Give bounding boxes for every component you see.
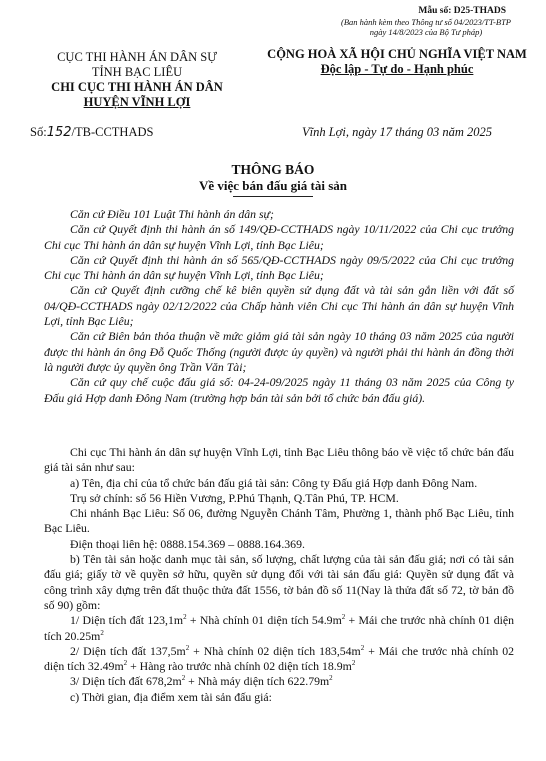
notice-body: [44, 445, 514, 705]
national-motto: Độc lập - Tự do - Hạnh phúc: [320, 62, 474, 76]
subtitle-underline: [233, 196, 313, 197]
document-number: Số:152/TB-CCTHADS: [30, 125, 154, 140]
document-date: Vĩnh Lợi, ngày 17 tháng 03 năm 2025: [302, 125, 493, 139]
section-a-line: a) Tên, địa chỉ của tổ chức bán đấu giá tài sản: Công ty Đấu giá Hợp danh Đông Nam.: [70, 475, 478, 490]
basis-item: Căn cứ quy chế cuộc đấu giá số: 04-24-09/2025 ngày 11 tháng 03 năm 2025 của Công ty Đấu giá Hợp danh Đông Nam (trường hợp bán tài sản bởi tổ chức bán đấu giá).: [44, 375, 514, 405]
branch-name: CHI CỤC THI HÀNH ÁN DÂN: [51, 80, 223, 94]
asset-item-2: 2/ Diện tích đất $137,5m^2$ + Nhà chính 02 diện tích $183,54m^2$ + Mái che trước nhà chính 02 diện tích $32.49m^2$ + Hàng rào trước nhà chính 02 diện tích $18.9m^2$: [44, 643, 514, 674]
contact-phone: Điện thoại liên hệ: 0888.154.369 – 0888.164.369.: [70, 536, 305, 551]
section-c-line: c) Thời gian, địa điểm xem tài sản đấu giá:: [70, 689, 272, 704]
asset-item-1: 1/ Diện tích đất $123,1m^2$ + Nhà chính 01 diện tích $54.9m^2$ + Mái che trước nhà chính 01 diện tích $20.25m^2$: [44, 613, 515, 643]
asset-item-3: 3/ Diện tích đất $678,2m^2$ + Nhà máy diện tích $622.79m^2$: [70, 674, 333, 689]
legal-bases: [44, 207, 514, 406]
basis-item: Căn cứ Quyết định cưỡng chế kê biên quyền sử dụng đất và tài sản gắn liền với đất số 04/QĐ-CCTHADS ngày 02/12/2022 của Chấp hành viên Chi cục Thi hành án dân sự huyện Vĩnh Lợi, tỉnh Bạc Liêu;: [44, 283, 514, 329]
form-code: Mẫu số: D25-THADS: [418, 6, 506, 16]
basis-item: Căn cứ Quyết định thi hành án số 565/QĐ-CCTHADS ngày 09/5/2022 của Chi cục trưởng Chi cục Thi hành án dân sự huyện Vĩnh Lợi, tỉnh Bạc Liêu;: [44, 252, 514, 283]
branch-district: HUYỆN VĨNH LỢI: [83, 95, 191, 109]
issuing-agency-block: [12, 50, 262, 110]
basis-item: Căn cứ Quyết định thi hành án số 149/QĐ-CCTHADS ngày 10/11/2022 của Chi cục trưởng Chi cục Thi hành án dân sự huyện Vĩnh Lợi, tỉnh Bạc Liêu;: [44, 222, 514, 252]
agency-name: CỤC THI HÀNH ÁN DÂN SỰ: [57, 50, 217, 64]
intro-paragraph: Chi cục Thi hành án dân sự huyện Vĩnh Lợi, tỉnh Bạc Liêu thông báo về việc tổ chức bán đấu giá tài sản như sau:: [44, 445, 514, 475]
nation-name: CỘNG HOÀ XÃ HỘI CHỦ NGHĨA VIỆT NAM: [267, 47, 527, 61]
basis-item: Căn cứ Điều 101 Luật Thi hành án dân sự;: [70, 207, 274, 221]
section-b-intro: b) Tên tài sản hoặc danh mục tài sản, số lượng, chất lượng của tài sản đấu giá; nơi có tài sản đấu giá; giấy tờ về quyền sở hữu, quyền sử dụng đối với tài sản đấu giá: Quyền sử dụng đất và công trình xây dựng trên đất thuộc thửa đất 1556, tờ bản đồ số 11(Nay là thửa đất số 72, tờ bản đồ số 90) gồm:: [44, 552, 514, 612]
branch-office: Chi nhánh Bạc Liêu: Số 06, đường Nguyễn Chánh Tâm, Phường 1, thành phố Bạc Liêu, tỉnh Bạc Liêu.: [44, 506, 514, 536]
agency-province: TỈNH BẠC LIÊU: [91, 65, 183, 79]
basis-item: Căn cứ Biên bản thỏa thuận về mức giảm giá tài sản ngày 10 tháng 03 năm 2025 của người được thi hành án ông Đỗ Quốc Thống (người được ủy quyền) và người phải thi hành án đồng thời là người được ủy quyền ông Trần Văn Tài;: [44, 329, 514, 374]
notice-subtitle: Về việc bán đấu giá tài sản: [198, 178, 348, 193]
national-header: [252, 47, 542, 77]
head-office: Trụ sở chính: số 56 Hiền Vương, P.Phú Thạnh, Q.Tân Phú, TP. HCM.: [70, 490, 399, 505]
notice-title: THÔNG BÁO: [231, 162, 315, 177]
form-note: (Ban hành kèm theo Thông tư số 04/2023/TT-BTP ngày 14/8/2023 của Bộ Tư pháp): [341, 17, 511, 37]
